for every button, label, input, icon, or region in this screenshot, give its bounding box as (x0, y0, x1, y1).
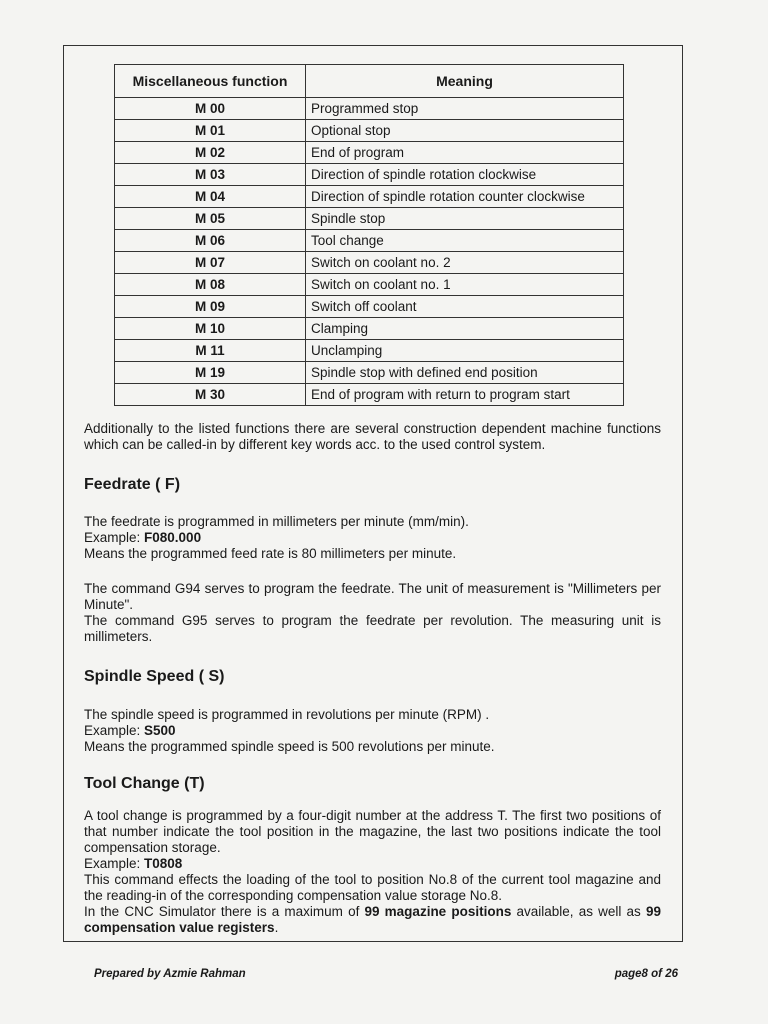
spindle-line3: Means the programmed spindle speed is 500 revolutions per minute. (84, 739, 495, 754)
table-row (115, 318, 624, 340)
table-row (115, 208, 624, 230)
m-code-cell: M 19 (115, 362, 306, 384)
tool-para1: A tool change is programmed by a four-digit number at the address T. The first two positions of that number indicate the tool position in the magazine, the last two positions indicate the tool compensation storage. (84, 808, 661, 855)
footer-author: Prepared by Azmie Rahman (94, 968, 246, 980)
table-row (115, 384, 624, 406)
meaning-cell: Tool change (306, 230, 624, 252)
table-row (115, 230, 624, 252)
feedrate-commands (84, 581, 661, 645)
feedrate-heading: Feedrate ( F) (84, 476, 181, 493)
bottom-rule (63, 941, 683, 942)
m-code-cell: M 02 (115, 142, 306, 164)
m-code-cell: M 30 (115, 384, 306, 406)
meaning-cell: Direction of spindle rotation clockwise (306, 164, 624, 186)
meaning-cell: Direction of spindle rotation counter clockwise (306, 186, 624, 208)
m-code-cell: M 07 (115, 252, 306, 274)
table-body (115, 98, 624, 406)
m-code-cell: M 06 (115, 230, 306, 252)
table-row (115, 362, 624, 384)
meaning-cell: Spindle stop with defined end position (306, 362, 624, 384)
spindle-heading: Spindle Speed ( S) (84, 668, 225, 685)
feedrate-g94: The command G94 serves to program the feedrate. The unit of measurement is "Millimeters per Minute". (84, 581, 661, 612)
table-row (115, 164, 624, 186)
table-header-row (115, 65, 624, 98)
table-row (115, 120, 624, 142)
table-row (115, 252, 624, 274)
meaning-cell: Switch on coolant no. 2 (306, 252, 624, 274)
meaning-cell: Switch off coolant (306, 296, 624, 318)
m-function-table (114, 64, 624, 406)
m-code-cell: M 03 (115, 164, 306, 186)
column-header-function: Miscellaneous function (115, 65, 306, 98)
m-code-cell: M 10 (115, 318, 306, 340)
feedrate-example: Example: F080.000 (84, 530, 202, 545)
tool-section (84, 808, 661, 936)
table-row (115, 186, 624, 208)
meaning-cell: Clamping (306, 318, 624, 340)
feedrate-g95: The command G95 serves to program the feedrate per revolution. The measuring unit is millimeters. (84, 613, 661, 644)
meaning-cell: Optional stop (306, 120, 624, 142)
tool-para2: This command effects the loading of the tool to position No.8 of the current tool magazine and the reading-in of the corresponding compensation value storage No.8. (84, 872, 661, 903)
m-code-cell: M 01 (115, 120, 306, 142)
m-code-cell: M 09 (115, 296, 306, 318)
m-code-cell: M 08 (115, 274, 306, 296)
meaning-cell: Spindle stop (306, 208, 624, 230)
intro-paragraph: Additionally to the listed functions there are several construction dependent machine functions which can be called-in by different key words acc. to the used control system. (84, 421, 661, 452)
column-header-meaning: Meaning (306, 65, 624, 98)
tool-heading: Tool Change (T) (84, 775, 205, 792)
spindle-example: Example: S500 (84, 723, 176, 738)
tool-example: Example: T0808 (84, 856, 183, 871)
meaning-cell: Programmed stop (306, 98, 624, 120)
spindle-line1: The spindle speed is programmed in revolutions per minute (RPM) . (84, 707, 490, 722)
m-code-cell: M 11 (115, 340, 306, 362)
meaning-cell: Switch on coolant no. 1 (306, 274, 624, 296)
tool-para3: In the CNC Simulator there is a maximum of 99 magazine positions available, as well as 99 compensation value registers. (84, 904, 661, 935)
table-row (115, 98, 624, 120)
m-code-cell: M 04 (115, 186, 306, 208)
meaning-cell: End of program (306, 142, 624, 164)
table-row (115, 274, 624, 296)
table-row (115, 142, 624, 164)
table-row (115, 340, 624, 362)
meaning-cell: End of program with return to program start (306, 384, 624, 406)
m-code-cell: M 00 (115, 98, 306, 120)
feedrate-section (84, 514, 661, 562)
feedrate-line1: The feedrate is programmed in millimeters per minute (mm/min). (84, 514, 469, 529)
table-row (115, 296, 624, 318)
meaning-cell: Unclamping (306, 340, 624, 362)
footer-page-number: page8 of 26 (614, 968, 678, 980)
feedrate-line3: Means the programmed feed rate is 80 millimeters per minute. (84, 546, 457, 561)
spindle-section (84, 707, 661, 755)
m-code-cell: M 05 (115, 208, 306, 230)
